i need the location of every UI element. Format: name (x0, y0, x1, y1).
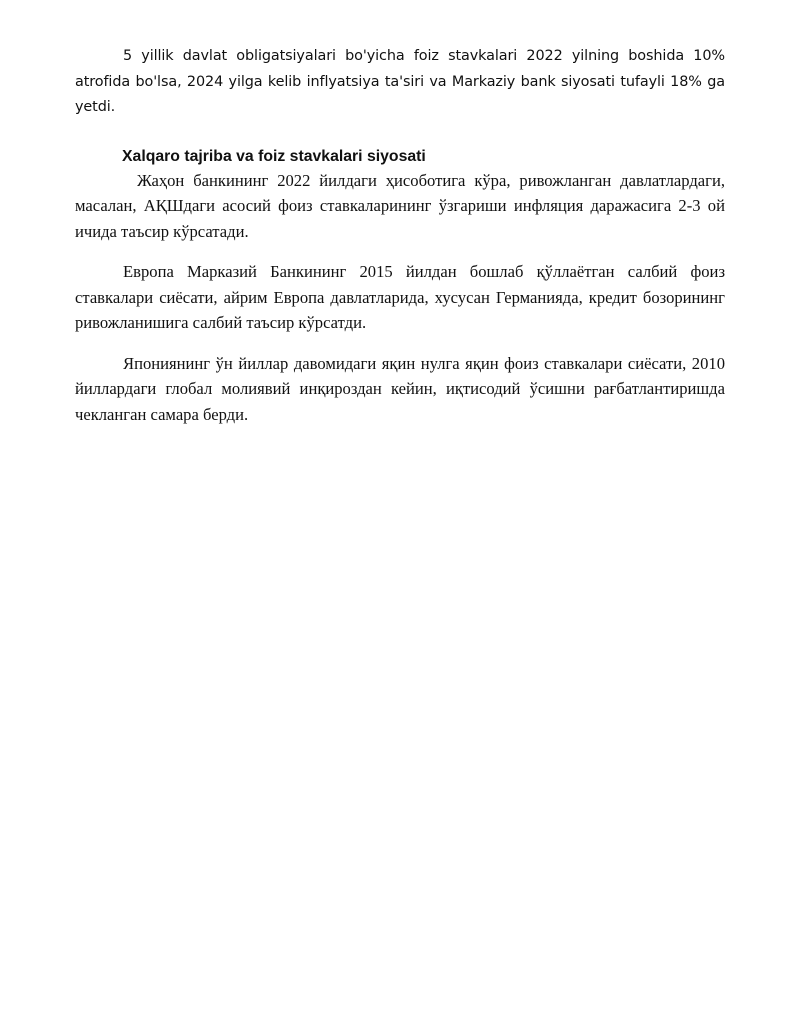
paragraph-ecb: Европа Марказий Банкининг 2015 йилдан бошлаб қўллаётган салбий фоиз ставкалари сиёсати, айрим Европа давлатларида, хусусан Германияда, кредит бозорининг ривожланишига салбий таъсир кўрсатди. (75, 262, 725, 332)
section-heading: Xalqaro tajriba va foiz stavkalari siyosati (122, 147, 426, 165)
spacer (75, 121, 725, 146)
document-body (75, 44, 725, 427)
paragraph-japan: Япониянинг ўн йиллар давомидаги яқин нулга яқин фоиз ставкалари сиёсати, 2010 йиллардаги глобал молиявий инқироздан кейин, иқтисодий ўсишни рағбатлантиришда чекланган самара берди. (75, 353, 725, 424)
spacer (75, 336, 725, 351)
paragraph-bond-rates: 5 yillik davlat obligatsiyalari bo'yicha foiz stavkalari 2022 yilning boshida 10% atrofida bo'lsa, 2024 yilga kelib inflyatsiya ta'siri va Markaziy bank siyosati tufayli 18% ga yetdi. (75, 48, 725, 115)
paragraph-world-bank: Жаҳон банкининг 2022 йилдаги ҳисоботига кўра, ривожланган давлатлардаги, масалан, АҚШдаги асосий фоиз ставкаларининг ўзгариши инфляция даражасига 2-3 ой ичида таъсир кўрсатади. (75, 170, 725, 241)
spacer (75, 244, 725, 259)
